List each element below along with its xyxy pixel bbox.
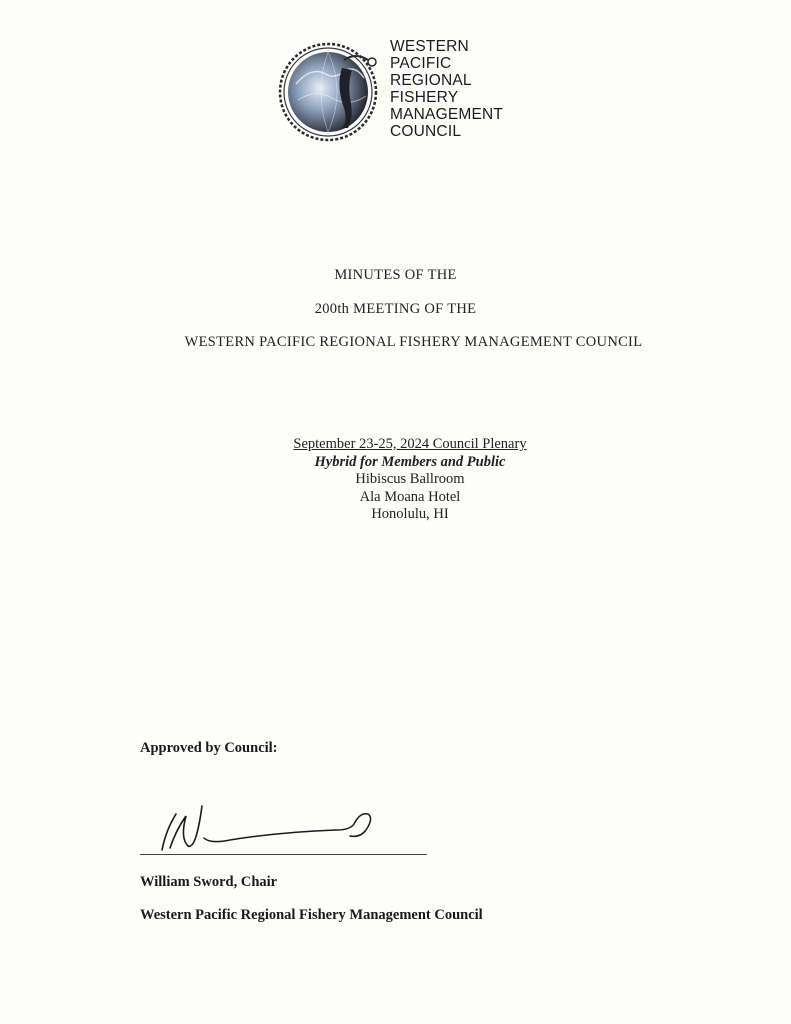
organization-name: Western Pacific Regional Fishery Management Council xyxy=(140,907,483,923)
title-council-name: WESTERN PACIFIC REGIONAL FISHERY MANAGEMENT COUNCIL xyxy=(184,334,643,350)
meeting-city: Honolulu, HI xyxy=(371,506,449,522)
logo-wordmark xyxy=(390,38,503,140)
logo-line: REGIONAL xyxy=(390,72,472,89)
globe-emblem-icon xyxy=(276,36,384,144)
logo-line: WESTERN xyxy=(390,38,469,55)
meeting-room: Hibiscus Ballroom xyxy=(355,471,465,487)
logo-line: MANAGEMENT xyxy=(390,106,504,123)
meeting-hotel: Ala Moana Hotel xyxy=(359,488,461,505)
meeting-details xyxy=(230,436,590,524)
logo-line: FISHERY xyxy=(390,89,459,106)
council-logo xyxy=(276,36,536,148)
signature-icon xyxy=(140,800,440,860)
logo-line: PACIFIC xyxy=(390,55,452,72)
logo-line: COUNCIL xyxy=(390,123,462,140)
title-minutes: MINUTES OF THE xyxy=(334,267,457,283)
title-meeting-number: 200th MEETING OF THE xyxy=(314,301,477,317)
meeting-dates: September 23-25, 2024 Council Plenary xyxy=(293,436,527,452)
approved-label: Approved by Council: xyxy=(140,740,278,756)
signer-name: William Sword, Chair xyxy=(140,874,278,890)
meeting-format: Hybrid for Members and Public xyxy=(314,453,506,470)
signature-line xyxy=(140,854,427,855)
